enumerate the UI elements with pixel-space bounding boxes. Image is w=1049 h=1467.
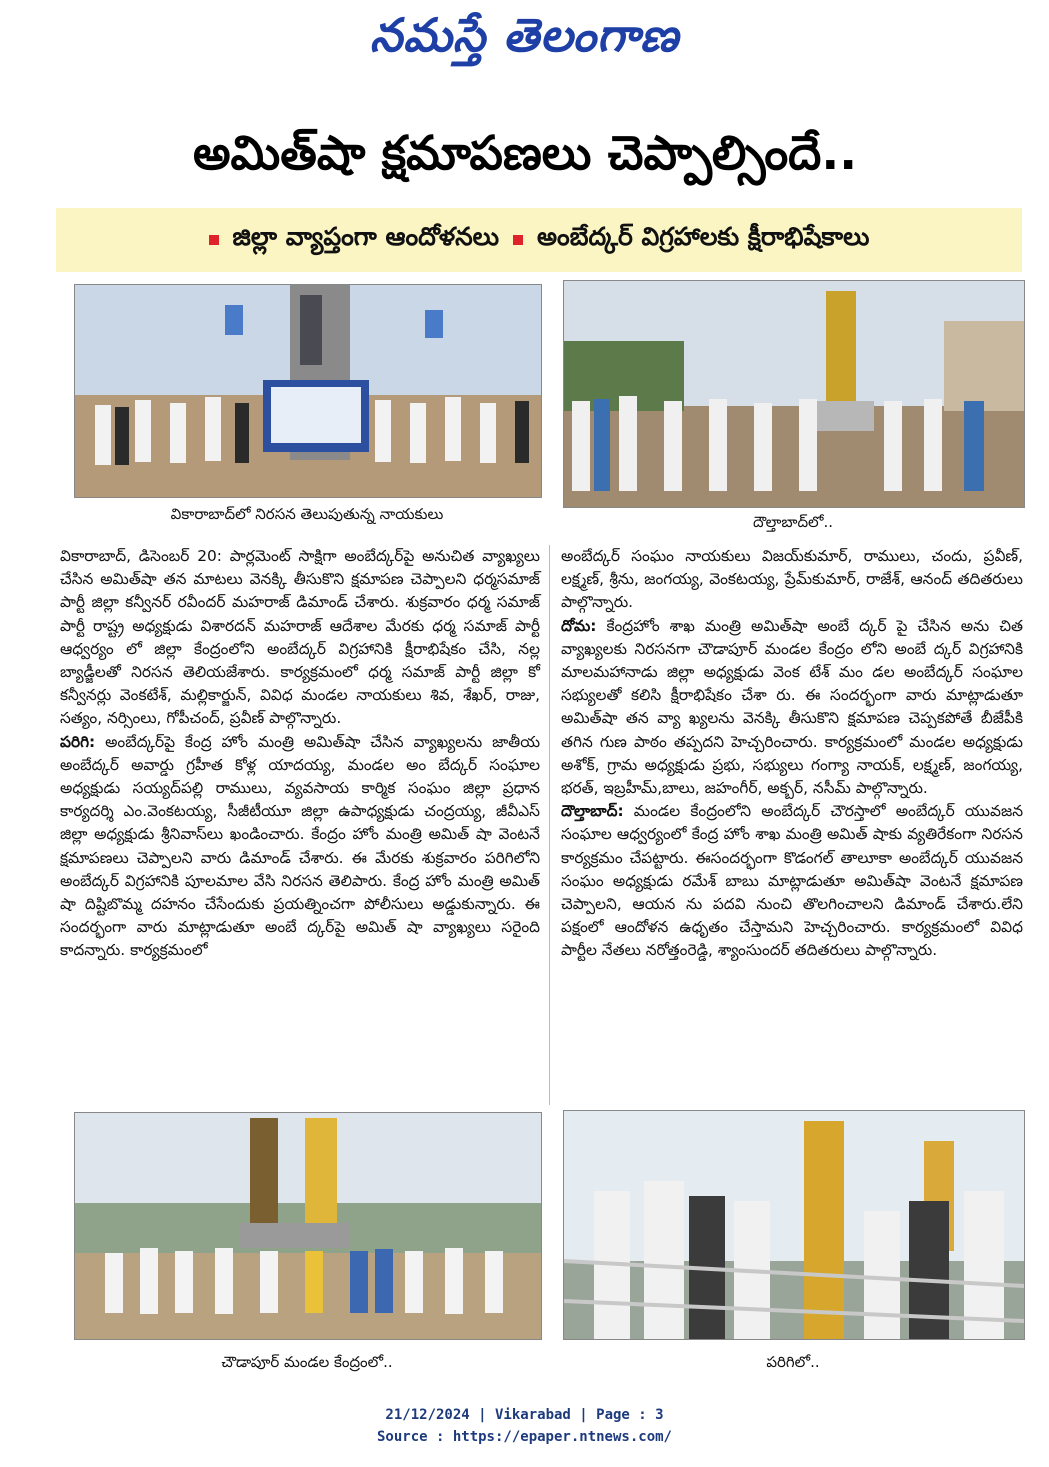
paragraph: వికారాబాద్, డిసెంబర్ 20: పార్లమెంట్ సాక్షిగా అంబేద్కర్‌పై అనుచిత వ్యాఖ్యలు చేసిన అమిత్‌షా తన మాటలు వెనక్కి తీసుకొని క్షమాపణ చెప్పాలని ధర్మసమాజ్ పార్టీ జిల్లా కన్వీనర్ రవీందర్ మహరాజ్ డిమాండ్ చేశారు. శుక్రవారం ధర్మ సమాజ్ పార్టీ రాష్ట్ర అధ్యక్షుడు విశారదన్ మహరాజ్ ఆదేశాల మేరకు ధర్మ సమాజ్ పార్టీ ఆధ్వర్యం లో జిల్లా కేంద్రంలోని అంబేద్కర్ విగ్రహానికి క్షీరాభిషేకం చేసి, నల్ల బ్యాడ్జీలతో నిరసన తెలియజేశారు. కార్యక్రమంలో ధర్మ సమాజ్ పార్టీ జిల్లా కో కన్వీనర్లు వెంకటేశ్, మల్లికార్జున్, వివిధ మండల నాయకులు శివ, శేఖర్, రాజు, సత్యం, నర్సింలు, గోపీచంద్, ప్రవీణ్ పాల్గొన్నారు. — [60, 547, 540, 728]
caption-photo4: పరిగిలో.. — [766, 1353, 820, 1371]
bullet-icon — [513, 235, 523, 245]
subhead-bar — [56, 208, 1022, 272]
paragraph: పరిగి: అంబేద్కర్‌పై కేంద్ర హోం మంత్రి అమిత్‌షా చేసిన వ్యాఖ్యలను జాతీయ అంబేద్కర్ అవార్డు గ్రహీత కోళ్ల యాదయ్య, మండల అం బేద్కర్ సంఘాల అధ్యక్షుడు సయ్యద్‌పల్లి రాములు, వ్యవసాయ కార్మిక సంఘం జిల్లా ప్రధాన కార్యదర్శి ఎం.వెంకటయ్య, సీజీటీయూ జిల్లా ఉపాధ్యక్షుడు చంద్రయ్య, జీవీఎస్ జిల్లా అధ్యక్షుడు శ్రీనివాస్‌లు ఖండించారు. కేంద్రం హోం మంత్రి అమిత్ షా వెంటనే క్షమాపణలు చెప్పాలని వారు డిమాండ్ చేశారు. ఈ మేరకు శుక్రవారం పరిగిలోని అంబేద్కర్ విగ్రహానికి పూలమాల వేసి నిరసన తెలిపారు. కేంద్ర హోం మంత్రి అమిత్ షా దిష్టిబొమ్మ దహనం చేసేందుకు ప్రయత్నించగా పోలీసులు అడ్డుకున్నారు. ఈ సందర్భంగా వారు మాట్లాడుతూ అంబే ద్కర్‌పై అమిత్ షా వ్యాఖ్యలు సరైంది కాదన్నారు. కార్యక్రమంలో — [60, 732, 540, 960]
caption-photo1: వికారాబాద్‌లో నిరసన తెలుపుతున్న నాయకులు — [170, 505, 444, 523]
photo-daulatabad-protest — [563, 280, 1025, 508]
article-column-2 — [561, 545, 1023, 963]
photo-parigi-protest — [563, 1110, 1025, 1340]
photo-chowdapur-protest — [74, 1112, 542, 1340]
subhead-1: జిల్లా వ్యాప్తంగా ఆందోళనలు — [232, 222, 500, 251]
paragraph: అంబేద్కర్ సంఘం నాయకులు విజయ్‌కుమార్, రాములు, చందు, ప్రవీణ్, లక్ష్మణ్, శ్రీను, జంగయ్య, వెంకటయ్య, ప్రేమ్‌కుమార్, రాజేశ్, ఆనంద్ తదితరులు పాల్గొన్నారు. — [561, 547, 1023, 612]
footer-source-link[interactable]: Source : https://epaper.ntnews.com/ — [376, 1429, 672, 1445]
caption-photo2: దౌల్తాబాద్‌లో.. — [752, 513, 834, 531]
subhead-2: అంబేద్కర్ విగ్రహాలకు క్షీరాభిషేకాలు — [537, 222, 870, 251]
headline: అమిత్‌షా క్షమాపణలు చెప్పాల్సిందే.. — [192, 126, 858, 181]
caption-photo3: చౌడాపూర్ మండల కేంద్రంలో.. — [221, 1353, 393, 1371]
column-divider — [549, 545, 550, 1105]
paragraph: దోమ: కేంద్రహోం శాఖ మంత్రి అమిత్‌షా అంబే ద్కర్ పై చేసిన అను చిత వ్యాఖ్యలకు నిరసనగా చౌడాపూర్ మండల కేంద్రం లోని అంబే ద్కర్ విగ్రహానికి మాలమహానాడు జిల్లా అధ్యక్షుడు వెంక టేశ్ మం డల అంబేద్కర్ సంఘాల సభ్యులతో కలిసి క్షీరాభిషేకం చేశా రు. ఈ సందర్భంగా వారు మాట్లాడుతూ అమిత్‌షా తన వ్యా ఖ్యలను వెనక్కి తీసుకొని క్షమాపణ చెప్పకపోతే బీజేపీకి తగిన గుణ పాఠం తప్పదని హెచ్చరించారు. కార్యక్రమంలో మండల అధ్యక్షుడు అశోక్, గ్రామ అధ్యక్షుడు ప్రభు, సభ్యులు గంగ్యా నాయక్, లక్ష్మణ్, జంగయ్య, భరత్, ఇబ్రహీమ్,బాలు, జహంగీర్, అక్బర్, నసీమ్ పాల్గొన్నారు. — [561, 616, 1023, 798]
article-column-1 — [60, 545, 540, 963]
bullet-icon — [209, 235, 219, 245]
masthead-logo — [0, 8, 1049, 70]
photo-vikarabad-protest — [74, 284, 542, 498]
masthead-text: నమస్తే తెలంగాణ — [369, 8, 680, 62]
paragraph: దౌల్తాబాద్: మండల కేంద్రంలోని అంబేద్కర్ చౌరస్తాలో అంబేద్కర్ యువజన సంఘాల ఆధ్వర్యంలో కేంద్ర హోం శాఖ మంత్రి అమిత్ షాకు వ్యతిరేకంగా నిరసన కార్యక్రమం చేపట్టారు. ఈసందర్భంగా కొడంగల్ తాలూకా అంబేద్కర్ యువజన సంఘం అధ్యక్షుడు రమేశ్ బాబు మాట్లాడుతూ అమిత్‌షా వెంటనే క్షమాపణ చెప్పాలని, ఆయన ను పదవి నుంచి తొలగించాలని డిమాండ్ చేశారు.లేని పక్షంలో ఆందోళన ఉధృతం చేస్తామని హెచ్చరించారు. కార్యక్రమంలో వివిధ పార్టీల నేతలు నరోత్తంరెడ్డి, శ్యాంసుందర్ తదితరులు పాల్గొన్నారు. — [561, 802, 1023, 960]
footer-date-edition: 21/12/2024 | Vikarabad | Page : 3 — [385, 1407, 664, 1423]
